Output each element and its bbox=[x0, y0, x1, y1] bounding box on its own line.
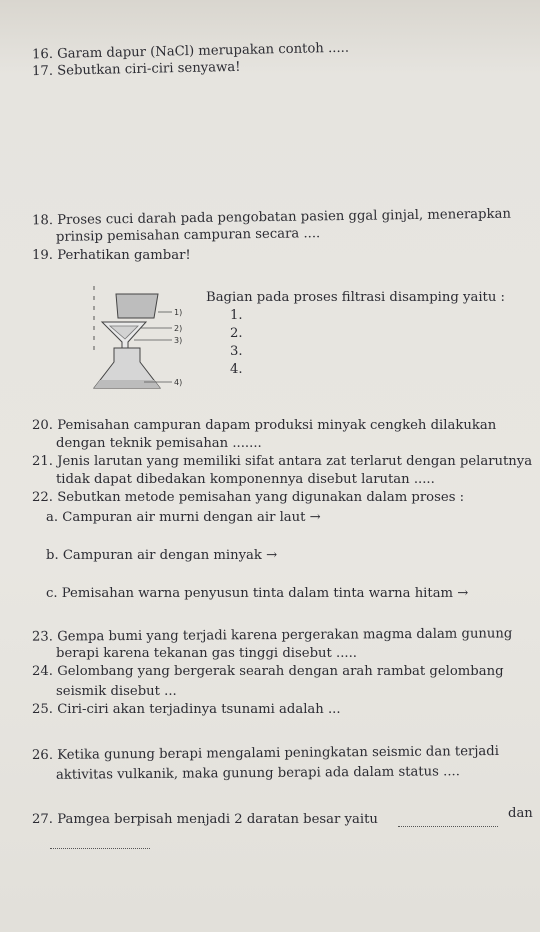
question-18-line2: prinsip pemisahan campuran secara .... bbox=[55, 226, 321, 245]
diagram-label-2: 2) bbox=[174, 324, 183, 333]
filtration-caption: Bagian pada proses filtrasi disamping yaitu : bbox=[206, 290, 505, 305]
answer-blank-2[interactable] bbox=[50, 848, 150, 849]
question-23-line2: berapi karena tekanan gas tinggi disebut ..... bbox=[56, 646, 357, 661]
filtration-item-3: 3. bbox=[230, 344, 243, 359]
filtrate bbox=[94, 380, 160, 388]
question-24: 24. Gelombang yang bergerak searah dengan arah rambat gelombang bbox=[32, 664, 504, 679]
question-27-dan: dan bbox=[508, 806, 533, 821]
question-22-b: b. Campuran air dengan minyak → bbox=[46, 548, 278, 563]
question-16: 16. Garam dapur (NaCl) merupakan contoh ..... bbox=[31, 40, 350, 63]
filtration-item-4: 4. bbox=[230, 362, 243, 377]
question-22-a: a. Campuran air murni dengan air laut → bbox=[46, 510, 321, 525]
filtration-diagram bbox=[88, 282, 198, 392]
question-21: 21. Jenis larutan yang memiliki sifat antara zat terlarut dengan pelarutnya bbox=[32, 454, 533, 469]
diagram-label-1: 1) bbox=[174, 308, 183, 317]
question-22-c: c. Pemisahan warna penyusun tinta dalam tinta warna hitam → bbox=[46, 586, 469, 601]
question-23: 23. Gempa bumi yang terjadi karena pergerakan magma dalam gunung bbox=[31, 626, 513, 645]
question-21-line2: tidak dapat dibedakan komponennya disebut larutan ..... bbox=[56, 472, 435, 487]
question-20-line2: dengan teknik pemisahan ....... bbox=[56, 436, 262, 451]
filtration-item-1: 1. bbox=[230, 308, 243, 323]
question-27: 27. Pamgea berpisah menjadi 2 daratan besar yaitu bbox=[32, 812, 378, 827]
answer-blank-1[interactable] bbox=[398, 826, 498, 827]
diagram-label-4: 4) bbox=[174, 378, 183, 387]
question-17: 17. Sebutkan ciri-ciri senyawa! bbox=[31, 59, 241, 80]
question-24-line2: seismik disebut ... bbox=[56, 684, 177, 699]
question-19: 19. Perhatikan gambar! bbox=[32, 248, 191, 263]
diagram-label-3: 3) bbox=[174, 336, 183, 345]
question-26: 26. Ketika gunung berapi mengalami peningkatan seismic dan terjadi bbox=[31, 743, 499, 764]
question-18: 18. Proses cuci darah pada pengobatan pasien ggal ginjal, menerapkan bbox=[31, 206, 512, 229]
filtration-item-2: 2. bbox=[230, 326, 243, 341]
question-26-line2: aktivitas vulkanik, maka gunung berapi ada dalam status .... bbox=[55, 764, 460, 783]
pouring-beaker bbox=[116, 294, 158, 318]
question-20: 20. Pemisahan campuran dapam produksi minyak cengkeh dilakukan bbox=[32, 418, 497, 433]
question-22: 22. Sebutkan metode pemisahan yang digunakan dalam proses : bbox=[32, 490, 465, 505]
question-25: 25. Ciri-ciri akan terjadinya tsunami adalah ... bbox=[32, 702, 341, 717]
